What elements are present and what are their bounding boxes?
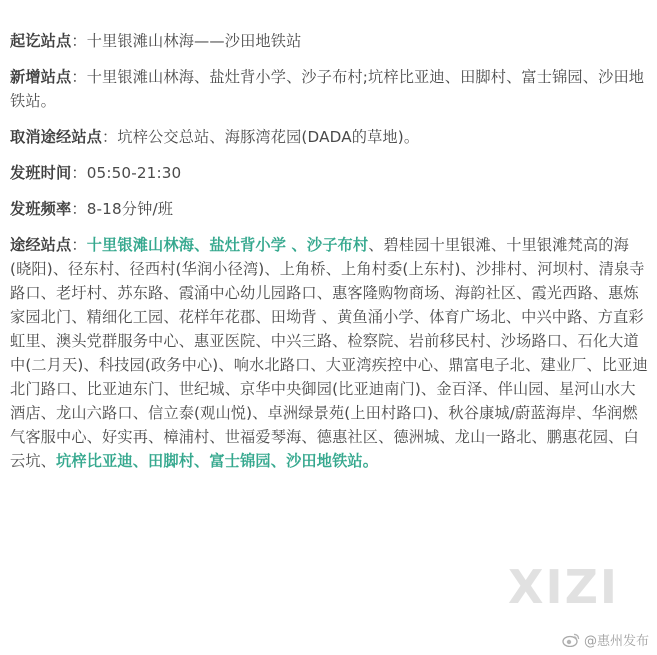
field-value: ：十里银滩山林海——沙田地铁站 bbox=[71, 32, 302, 50]
highlighted-stations: 坑梓比亚迪、田脚村、富士锦园、沙田地铁站。 bbox=[56, 452, 379, 470]
field-label: 取消途经站点 bbox=[10, 128, 103, 146]
info-paragraph bbox=[10, 125, 650, 149]
field-label: 起讫站点 bbox=[10, 32, 72, 50]
field-value: ：坑梓公交总站、海豚湾花园(DADA的草地)。 bbox=[102, 128, 420, 146]
info-paragraph bbox=[10, 197, 650, 221]
highlighted-stations: 十里银滩山林海、盐灶背小学 、沙子布村 bbox=[86, 236, 369, 254]
field-label: 新增站点 bbox=[10, 68, 72, 86]
weibo-account: @惠州发布 bbox=[583, 633, 649, 649]
field-value: ：十里银滩山林海、盐灶背小学、沙子布村;坑梓比亚迪、田脚村、富士锦园、沙田地铁站。 bbox=[10, 68, 645, 110]
field-value: ： bbox=[71, 236, 87, 254]
info-paragraph bbox=[10, 65, 650, 113]
route-info-article bbox=[10, 29, 650, 473]
field-value: 、碧桂园十里银滩、十里银滩梵高的海(晓阳)、径东村、径西村(华润小径湾)、上角桥、上角村委(上东村)、沙排村、河坝村、清泉寺路口、老圩村、苏东路、霞涌中心幼儿园路口、惠客隆购物商场、海韵社区、霞光西路、惠炼家园北门、精细化工园、花样年花郡、田坳背 、黄鱼涌小学、体育广场北、中兴中路、方直彩虹里、澳头党群服务中心、惠亚医院、中兴三路、检察院、岩前移民村、沙场路口、石化大道中(二月天)、科技园(政务中心)、响水北路口、大亚湾疾控中心、鼎富电子北、建业厂、比亚迪北门路口、比亚迪东门、世纪城、京华中央御园(比亚迪南门)、金百泽、伴山园、星河山水大酒店、龙山六路口、信立泰(观山悦)、卓洲绿景苑(上田村路口)、秋谷康城/蔚蓝海岸、华润燃气客服中心、好实再、樟浦村、世福爱琴海、德惠社区、德洲城、龙山一路北、鹏惠花园、白云坑、 bbox=[10, 236, 648, 470]
field-label: 发班时间 bbox=[10, 164, 72, 182]
field-label: 发班频率 bbox=[10, 200, 72, 218]
info-paragraph bbox=[10, 233, 650, 473]
info-paragraph bbox=[10, 29, 650, 53]
field-value: ：05:50-21:30 bbox=[71, 164, 182, 182]
info-paragraph bbox=[10, 161, 650, 185]
xizi-watermark: XIZI bbox=[508, 560, 620, 614]
weibo-watermark bbox=[562, 629, 649, 649]
field-label: 途经站点 bbox=[10, 236, 72, 254]
weibo-logo-icon bbox=[562, 632, 580, 647]
field-value: ：8-18分钟/班 bbox=[71, 200, 174, 218]
